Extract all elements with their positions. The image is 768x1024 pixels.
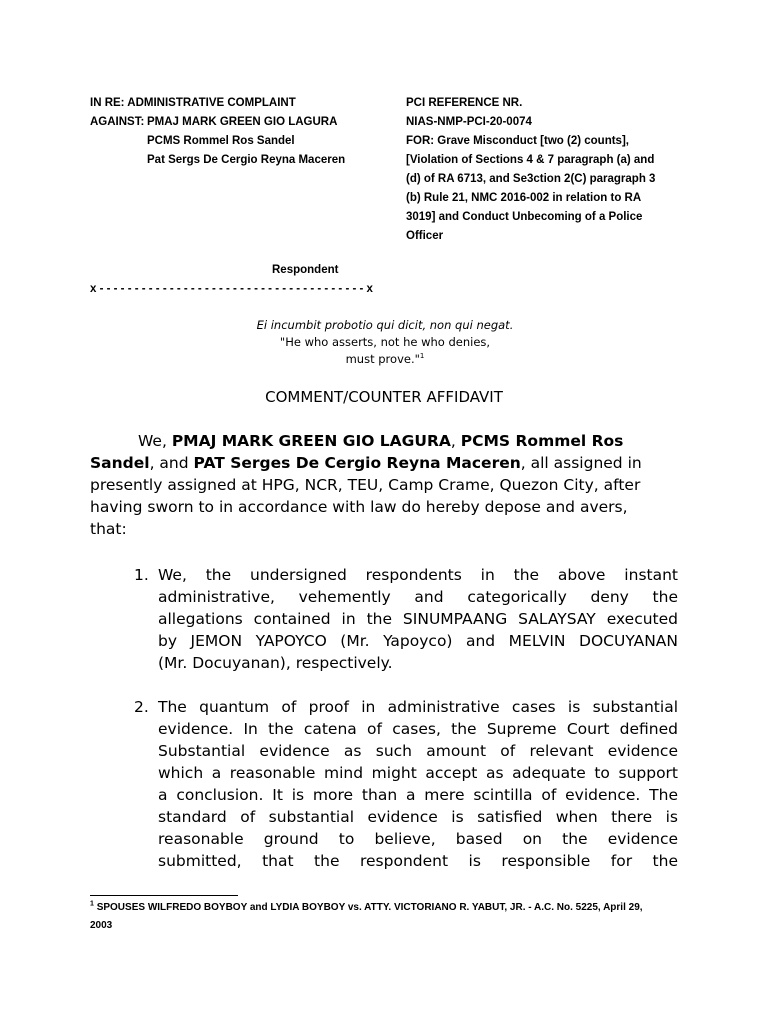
charge-line: (b) Rule 21, NMC 2016-002 in relation to RA	[406, 192, 642, 204]
reference-number: NIAS-NMP-PCI-20-0074	[406, 116, 532, 128]
charge-line: [Violation of Sections 4 & 7 paragraph (a) and	[406, 154, 655, 166]
intro-line: having sworn to in accordance with law do hereby depose and avers,	[90, 498, 628, 516]
case-in-re: IN RE: ADMINISTRATIVE COMPLAINT	[90, 97, 296, 109]
body-line: which a reasonable mind might accept as adequate to support	[158, 764, 678, 782]
list-item-body	[158, 564, 678, 674]
epigraph-english-text: must prove."	[345, 352, 420, 366]
body-line: The quantum of proof in administrative cases is substantial	[158, 698, 678, 716]
caption-separator: x - - - - - - - - - - - - - - - - - - - - - - - - - - - - - - - - - - - - - - x	[90, 283, 373, 295]
epigraph-english-line-1: "He who asserts, not he who denies,	[279, 335, 491, 349]
list-item-number: 2.	[134, 698, 149, 716]
body-line: administrative, vehemently and categorically deny the	[158, 588, 678, 606]
charge-line: FOR: Grave Misconduct [two (2) counts],	[406, 135, 629, 147]
list-item-body	[158, 696, 678, 872]
intro-tail: , all assigned in	[520, 454, 642, 472]
intro-line	[90, 430, 678, 452]
affiant-name-3: PAT Serges De Cergio Reyna Maceren	[193, 454, 521, 472]
charge-line: Officer	[406, 230, 444, 242]
document-title: COMMENT/COUNTER AFFIDAVIT	[265, 388, 503, 406]
footnote-line: 2003	[90, 920, 113, 931]
footnote-line	[90, 899, 690, 917]
body-line: submitted, that the respondent is responsible for the	[158, 852, 678, 870]
body-line: by JEMON YAPOYCO (Mr. Yapoyco) and MELVIN DOCUYANAN	[158, 632, 678, 650]
body-line: a conclusion. It is more than a mere scintilla of evidence. The	[158, 786, 678, 804]
reference-label: PCI REFERENCE NR.	[406, 97, 523, 109]
respondent-name-2: PCMS Rommel Ros Sandel	[147, 135, 295, 147]
intro-separator: ,	[450, 432, 461, 450]
list-item-number: 1.	[134, 566, 149, 584]
body-line: Substantial evidence as such amount of relevant evidence	[158, 742, 678, 760]
charge-line: 3019] and Conduct Unbecoming of a Police	[406, 211, 643, 223]
affiant-name-1: PMAJ MARK GREEN GIO LAGURA	[171, 432, 451, 450]
epigraph-english-line-2	[200, 351, 570, 368]
footnote-rule	[90, 895, 238, 896]
intro-line: that:	[90, 520, 127, 538]
intro-paragraph	[90, 430, 678, 540]
against-label: AGAINST:	[90, 116, 145, 128]
intro-separator: , and	[149, 454, 194, 472]
charge-line: (d) of RA 6713, and Se3ction 2(C) paragraph 3	[406, 173, 656, 185]
intro-line	[90, 452, 678, 474]
respondent-name-1: PMAJ MARK GREEN GIO LAGURA	[147, 116, 338, 128]
body-line: We, the undersigned respondents in the above instant	[158, 566, 678, 584]
respondent-label: Respondent	[272, 264, 339, 276]
body-line: reasonable ground to believe, based on the evidence	[158, 830, 678, 848]
footnote-mark: 1	[90, 900, 94, 908]
respondent-name-3: Pat Sergs De Cergio Reyna Maceren	[147, 154, 346, 166]
affiant-name-2: PCMS Rommel Ros	[460, 432, 624, 450]
footnote	[90, 899, 690, 935]
footnote-citation: SPOUSES WILFREDO BOYBOY and LYDIA BOYBOY vs. ATTY. VICTORIANO R. YABUT, JR. - A.C. No. 5225, April 29,	[96, 902, 643, 913]
intro-line: presently assigned at HPG, NCR, TEU, Camp Crame, Quezon City, after	[90, 476, 641, 494]
affiant-name-2-cont: Sandel	[90, 454, 150, 472]
intro-lead: We,	[138, 432, 172, 450]
footnote-reference: 1	[419, 352, 425, 361]
case-reference-block	[406, 94, 676, 246]
body-line: standard of substantial evidence is satisfied when there is	[158, 808, 678, 826]
body-line: evidence. In the catena of cases, the Supreme Court defined	[158, 720, 678, 738]
body-line: allegations contained in the SINUMPAANG SALAYSAY executed	[158, 610, 678, 628]
body-line: (Mr. Docuyanan), respectively.	[158, 654, 393, 672]
epigraph-latin: Ei incumbit probotio qui dicit, non qui negat.	[256, 318, 514, 332]
